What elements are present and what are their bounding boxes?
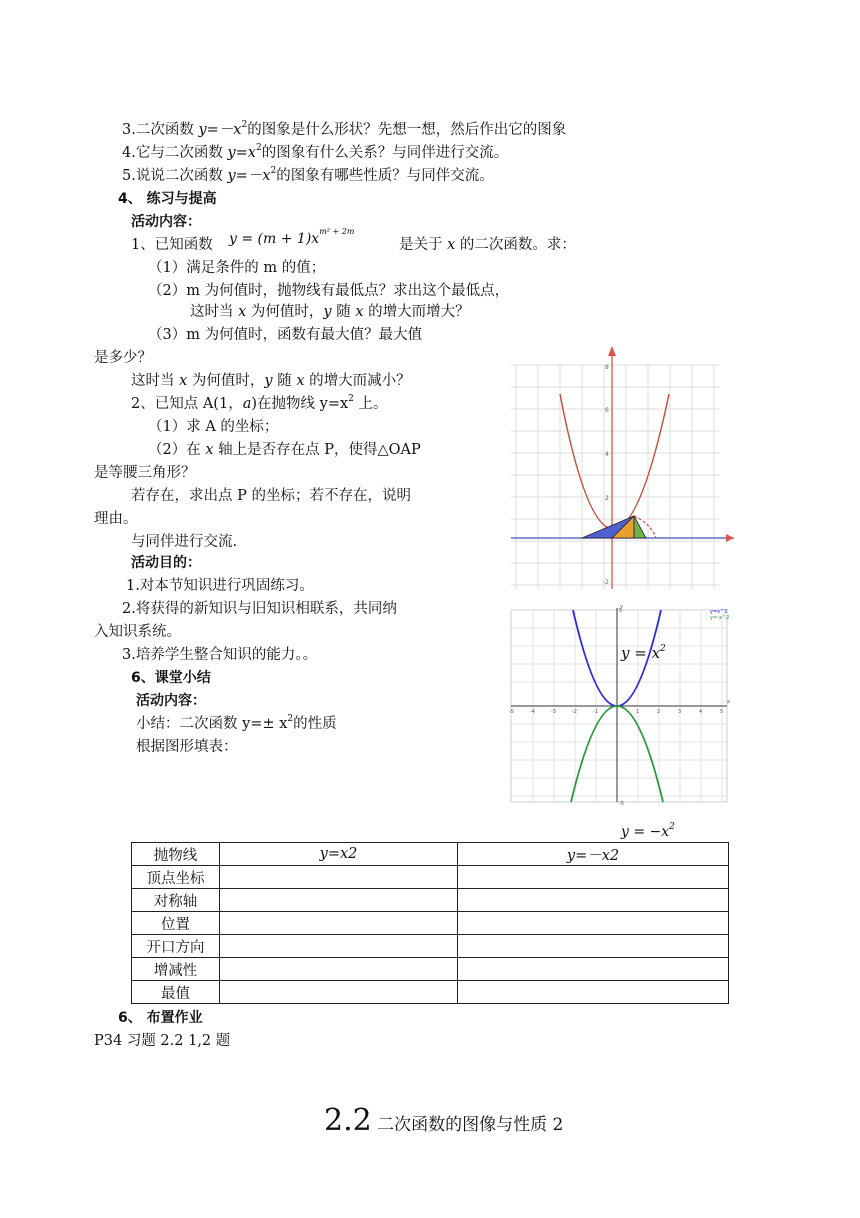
empty-cell	[220, 912, 458, 935]
table-row	[132, 981, 729, 1004]
table-header-cell: y=－x2	[458, 843, 729, 866]
legend-green: y=-x^2	[710, 615, 730, 621]
svg-text:-5: -5	[509, 709, 514, 715]
svg-text:4: 4	[699, 709, 703, 715]
label-y-equals-neg-x-squared: $y = -x^2$	[621, 822, 675, 840]
problem-1-part-2-cont: 这时当 x 为何值时，y 随 x 的增大而增大？	[190, 304, 470, 320]
problem-1-part-3-cont: 是多少？	[94, 350, 152, 366]
section-4-heading: 4、 练习与提高	[118, 191, 217, 207]
legend-blue: y=x^2	[710, 609, 728, 615]
svg-text:6: 6	[605, 407, 609, 414]
problem-2-intro: 2、已知点 A(1，a)在抛物线 $y=x^2$ 上。	[131, 394, 388, 412]
svg-text:-3: -3	[551, 709, 556, 715]
problem-1-intro: 1、已知函数	[131, 237, 213, 253]
question-5: 5.说说二次函数 $y=-x^2$的图象有哪些性质？与同伴交流。	[122, 166, 494, 184]
problem-2-part-2-cont: 是等腰三角形？	[94, 465, 196, 481]
empty-cell	[458, 981, 729, 1004]
section-homework-heading: 6、 布置作业	[118, 1010, 203, 1026]
table-row	[132, 912, 729, 935]
table-header-row	[132, 843, 729, 866]
problem-1-intro-end: 是关于 x 的二次函数。求：	[399, 237, 576, 253]
empty-cell	[220, 935, 458, 958]
goal-3: 3.培养学生整合知识的能力。。	[122, 647, 318, 663]
row-label: 位置	[132, 912, 220, 935]
row-label: 顶点坐标	[132, 866, 220, 889]
empty-cell	[458, 912, 729, 935]
parabola-curve	[560, 394, 669, 529]
svg-text:-1: -1	[593, 709, 598, 715]
svg-text:8: 8	[605, 364, 609, 371]
x-axis-arrow-icon	[726, 534, 734, 542]
empty-cell	[220, 866, 458, 889]
table-row	[132, 889, 729, 912]
svg-text:y: y	[620, 604, 623, 610]
properties-table	[131, 842, 729, 1004]
section-6-heading: 6、课堂小结	[131, 670, 211, 686]
row-label: 开口方向	[132, 935, 220, 958]
svg-text:-2: -2	[603, 579, 609, 586]
empty-cell	[220, 981, 458, 1004]
problem-2-part-4: 与同伴进行交流.	[131, 534, 238, 550]
problem-2-part-1: （1）求 A 的坐标；	[148, 419, 279, 435]
empty-cell	[220, 889, 458, 912]
problem-2-part-3-cont: 理由。	[94, 511, 138, 527]
svg-text:2: 2	[657, 709, 661, 715]
problem-2-part-2: （2）在 x 轴上是否存在点 P，使得△OAP	[148, 442, 421, 458]
svg-text:5: 5	[720, 709, 724, 715]
empty-cell	[458, 958, 729, 981]
title-text: 二次函数的图像与性质 2	[371, 1115, 564, 1135]
page-title	[324, 1103, 563, 1138]
table-row	[132, 866, 729, 889]
activity-content-label: 活动内容：	[131, 214, 201, 230]
problem-2-part-3: 若存在，求出点 P 的坐标；若不存在，说明	[131, 488, 411, 504]
parabola-triangle-graph	[506, 344, 746, 594]
homework-line: P34 习题 2.2 1,2 题	[94, 1033, 231, 1049]
row-label: 最值	[132, 981, 220, 1004]
question-3: 3.二次函数 $y=-x^2$的图象是什么形状？先想一想，然后作出它的图象	[122, 120, 567, 138]
svg-text:2: 2	[605, 495, 609, 502]
question-4: 4.它与二次函数 $y=x^2$的图象有什么关系？与同伴进行交流。	[122, 143, 509, 161]
svg-text:x: x	[727, 699, 730, 705]
title-number: 2.2	[324, 1103, 372, 1138]
table-row	[132, 935, 729, 958]
empty-cell	[458, 935, 729, 958]
table-header-cell: 抛物线	[132, 843, 220, 866]
empty-cell	[458, 889, 729, 912]
y-axis-arrow-icon	[608, 346, 616, 356]
problem-1-part-1: （1）满足条件的 m 的值；	[148, 260, 326, 276]
svg-text:1: 1	[636, 709, 640, 715]
table-row	[132, 958, 729, 981]
goal-1: 1.对本节知识进行巩固练习。	[126, 578, 314, 594]
svg-text:-5: -5	[619, 801, 624, 807]
table-header-cell: y=x2	[220, 843, 458, 866]
svg-text:5: 5	[619, 608, 623, 614]
parabola-pair-graph	[508, 600, 734, 810]
svg-text:3: 3	[678, 709, 682, 715]
fill-table-instruction: 根据图形填表：	[136, 739, 238, 755]
goal-2: 2.将获得的新知识与旧知识相联系，共同纳	[122, 601, 397, 617]
label-y-equals-x-squared: $y = x^2$	[621, 644, 666, 662]
empty-cell	[458, 866, 729, 889]
function-formula: $y = (m + 1)x^{m^2 + 2m}$	[229, 227, 355, 247]
activity-content-label-2: 活动内容：	[136, 693, 206, 709]
svg-text:4: 4	[605, 451, 609, 458]
summary-line: 小结：二次函数 $y=\pm x^2$的性质	[136, 714, 337, 732]
empty-cell	[220, 958, 458, 981]
svg-text:-4: -4	[530, 709, 535, 715]
row-label: 增减性	[132, 958, 220, 981]
svg-text:-2: -2	[572, 709, 577, 715]
goal-2-cont: 入知识系统。	[94, 624, 181, 640]
activity-purpose-label: 活动目的：	[131, 555, 201, 571]
row-label: 对称轴	[132, 889, 220, 912]
problem-1-part-2: （2）m 为何值时，抛物线有最低点？求出这个最低点，	[148, 283, 510, 299]
problem-1-part-3-cont2: 这时当 x 为何值时，y 随 x 的增大而减小？	[131, 373, 411, 389]
problem-1-part-3: （3）m 为何值时，函数有最大值？最大值	[148, 327, 423, 343]
